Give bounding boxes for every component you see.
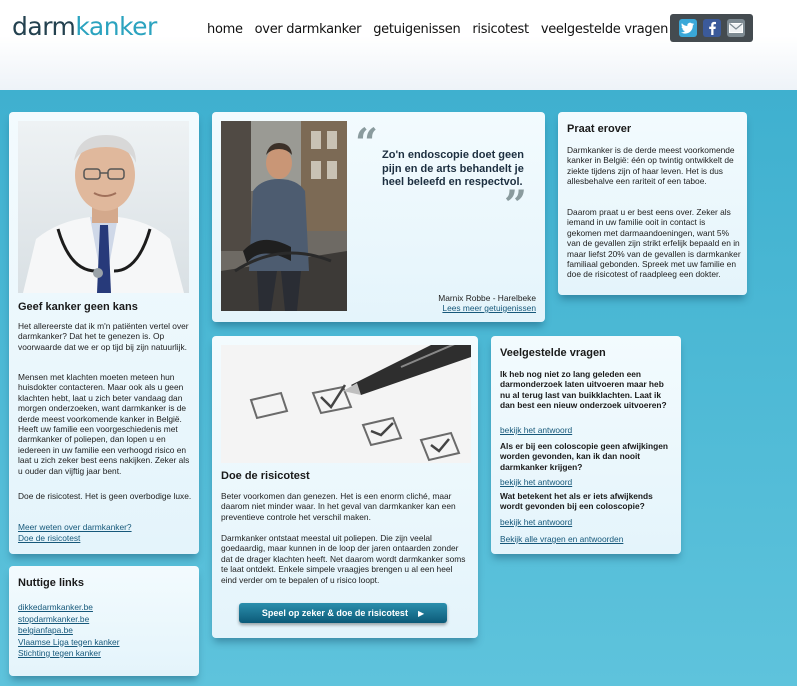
cta-label: Speel op zeker & doe de risicotest (261, 608, 408, 618)
nav-home[interactable]: home (207, 22, 243, 37)
nav-getuigenissen[interactable]: getuigenissen (373, 22, 461, 37)
paragraph: Mensen met klachten moeten meteen hun huisdokter contacteren. Maar ook als u geen klachten hebt, laat u zich beter vandaag dan morgen onderzoeken, want darmkanker is de derde meest voorkomende kanker in België. Heeft uw familie een voorgeschiedenis met darmkanker of poliepen, dan lopen u en iedereen in uw familie een verhoogd risico en laat u zich zeker best eens nakijken. Zeker als u ouder dan vijftig jaar bent. (18, 372, 190, 476)
paragraph: Het allereerste dat ik m'n patiënten vertel over darmkanker? Dat het te genezen is. Op voorwaarde dat we er op tijd bij zijn natuurlijk. (18, 321, 189, 352)
quote-close-icon: ” (504, 182, 528, 229)
link-stichting[interactable]: Stichting tegen kanker (18, 648, 101, 658)
paragraph: Darmkanker ontstaat meestal uit poliepen. Die zijn veelal goedaardig, maar kunnen in de loop der jaren ontaarden zonder dat de drager klachten heeft. Net daarom wordt darmkanker soms te laat ontdekt. Enkele simpele vraagjes brengen u al een heel eind verder om te bepalen of u risico loopt. (221, 533, 466, 585)
faq-answer-link[interactable]: bekijk het antwoord (500, 477, 573, 487)
site-logo[interactable] (12, 12, 157, 41)
faq-question: Als er bij een coloscopie geen afwijkingen worden gevonden, kan ik dan nooit darmkanker krijgen? (500, 441, 669, 472)
list-item (18, 614, 120, 626)
faq-question: Wat betekent het als er iets afwijkends wordt gevonden bij een coloscopie? (500, 491, 653, 512)
testimonial-photo (221, 121, 347, 311)
link-meer-weten[interactable]: Meer weten over darmkanker? (18, 522, 132, 532)
twitter-icon[interactable] (679, 19, 697, 37)
panel-nuttige-links (9, 566, 199, 676)
faq-question: Ik heb nog niet zo lang geleden een darmonderzoek laten uitvoeren maar heb nu al terug last van buikklachten. Laat ik dan best een nieuw onderzoek uitvoeren? (500, 369, 667, 411)
link-meer-getuigenissen[interactable]: Lees meer getuigenissen (442, 303, 536, 313)
faq-answer-link[interactable]: bekijk het antwoord (500, 517, 573, 527)
doctor-photo (18, 121, 189, 293)
list-item (18, 637, 120, 649)
panel-geef-kanker-geen-kans (9, 112, 199, 554)
testimonial-quote: Zo'n endoscopie doet geen pijn en de arts behandelt je heel beleefd en respectvol. (382, 149, 524, 188)
link-belgianfapa[interactable]: belgianfapa.be (18, 625, 73, 635)
arrow-right-icon: ▶ (417, 608, 425, 618)
link-dikkedarmkanker[interactable]: dikkedarmkanker.be (18, 602, 93, 612)
panel-title: Geef kanker geen kans (18, 301, 138, 313)
nav-over-darmkanker[interactable]: over darmkanker (254, 22, 362, 37)
nav-risicotest[interactable]: risicotest (472, 22, 529, 37)
panel-title: Veelgestelde vragen (500, 347, 606, 359)
site-header (0, 0, 797, 90)
mail-icon[interactable] (727, 19, 745, 37)
list-item (18, 648, 120, 660)
paragraph: Darmkanker is de derde meest voorkomende kanker in België: één op twintig ontwikkelt de ziekte tijdens zijn of haar leven. Het is dus allesbehalve een rariteit of een taboe. (567, 145, 735, 187)
logo-part2: kanker (75, 12, 157, 41)
facebook-icon[interactable] (703, 19, 721, 37)
link-doe-risicotest[interactable]: Doe de risicotest (18, 533, 81, 543)
faq-answer-link[interactable]: bekijk het antwoord (500, 425, 573, 435)
link-stopdarmkanker[interactable]: stopdarmkanker.be (18, 613, 90, 624)
quote-open-icon: “ (355, 120, 379, 167)
panel-title: Praat erover (567, 123, 632, 135)
panel-title: Nuttige links (18, 577, 85, 589)
panel-testimonial (212, 112, 545, 322)
paragraph: Daarom praat u er best eens over. Zeker als iemand in uw familie ooit in contact is gekomen met darmaandoeningen, want 5% van de gevallen zijn strikt erfelijk bepaald en in maar liefst 20% van de gevallen is darmkanker familiaal gebonden. Spreek met uw familie en doe de risicotest of raadpleeg een dokter. (567, 207, 741, 280)
checklist-photo (221, 345, 471, 463)
panel-veelgestelde-vragen (491, 336, 681, 554)
panel-doe-de-risicotest (212, 336, 478, 638)
logo-part1: darm (12, 12, 76, 41)
list-item (18, 625, 120, 637)
panel-praat-erover (558, 112, 747, 295)
main-nav (207, 22, 668, 37)
risicotest-cta-button[interactable] (239, 603, 447, 623)
panel-title: Doe de risicotest (221, 470, 310, 482)
link-alle-vragen[interactable]: Bekijk alle vragen en antwoorden (500, 534, 624, 544)
paragraph: Beter voorkomen dan genezen. Het is een enorm cliché, maar daarom niet minder waar. In het geval van darmkanker kan een preventieve controle het verschil maken. (221, 491, 456, 522)
paragraph: Doe de risicotest. Het is geen overbodige luxe. (18, 491, 192, 501)
testimonial-attribution: Marnix Robbe - Harelbeke (438, 293, 536, 303)
links-list (18, 602, 120, 660)
link-vlaamse-liga[interactable]: Vlaamse Liga tegen kanker (18, 636, 120, 647)
list-item (18, 602, 120, 614)
social-bar (670, 14, 753, 42)
nav-veelgestelde-vragen[interactable]: veelgestelde vragen (540, 22, 669, 37)
